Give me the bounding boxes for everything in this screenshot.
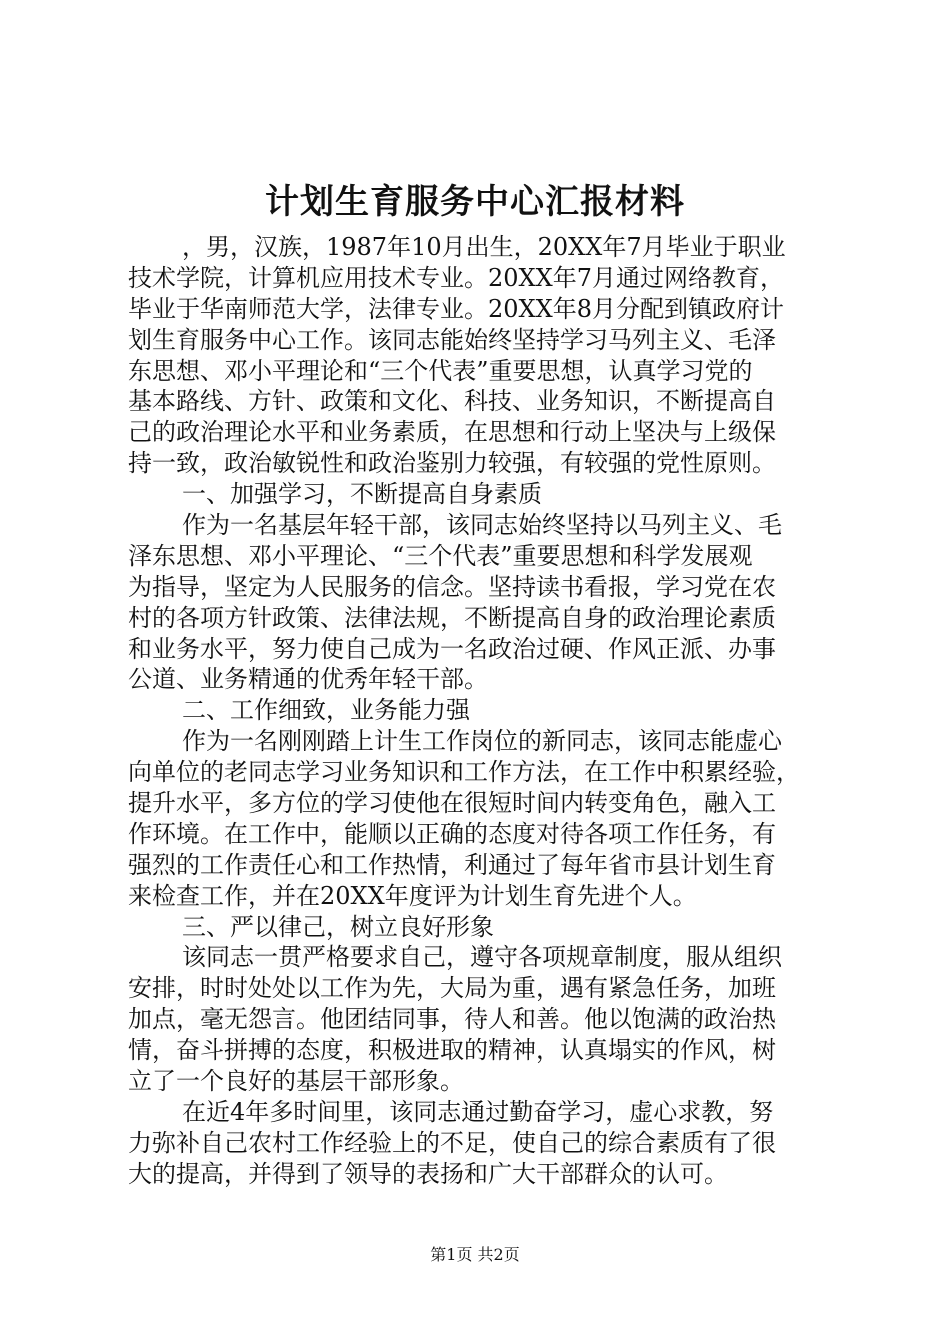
body-line: 基本路线、方针、政策和文化、科技、业务知识，不断提高自: [128, 387, 776, 416]
body-line: 村的各项方针政策、法律法规，不断提高自身的政治理论素质: [128, 603, 776, 632]
body-line: 大的提高，并得到了领导的表扬和广大干部群众的认可。: [128, 1159, 728, 1188]
body-line: 毕业于华南师范大学，法律专业。20XX年8月分配到镇政府计: [128, 294, 784, 323]
body-line: 在近4年多时间里，该同志通过勤奋学习，虚心求教，努: [182, 1097, 774, 1126]
body-line: 东思想、邓小平理论和“三个代表”重要思想，认真学习党的: [128, 356, 753, 385]
body-line: 划生育服务中心工作。该同志能始终坚持学习马列主义、毛泽: [128, 325, 776, 354]
body-line: 加点，毫无怨言。他团结同事，待人和善。他以饱满的政治热: [128, 1005, 776, 1034]
body-line: 情，奋斗拼搏的态度，积极进取的精神，认真塌实的作风，树: [128, 1036, 776, 1065]
body-line: 为指导，坚定为人民服务的信念。坚持读书看报，学习党在农: [128, 572, 776, 601]
body-line: 持一致，政治敏锐性和政治鉴别力较强，有较强的党性原则。: [128, 449, 776, 478]
body-line: 强烈的工作责任心和工作热情，利通过了每年省市县计划生育: [128, 850, 776, 879]
section-heading: 二、工作细致，业务能力强: [182, 696, 470, 725]
body-line: 公道、业务精通的优秀年轻干部。: [128, 665, 488, 694]
body-line: 该同志一贯严格要求自己，遵守各项规章制度，服从组织: [182, 943, 782, 972]
body-line: 作为一名刚刚踏上计生工作岗位的新同志，该同志能虚心: [182, 727, 782, 756]
body-line: 安排，时时处处以工作为先，大局为重，遇有紧急任务，加班: [128, 974, 776, 1003]
body-line: 提升水平，多方位的学习使他在很短时间内转变角色，融入工: [128, 789, 776, 818]
body-line: 技术学院，计算机应用技术专业。20XX年7月通过网络教育，: [128, 263, 784, 292]
page-number-footer: 第1页 共2页: [430, 1245, 520, 1264]
body-line: 来检查工作，并在20XX年度评为计划生育先进个人。: [128, 881, 697, 910]
body-line: 泽东思想、邓小平理论、“三个代表”重要思想和科学发展观: [128, 541, 753, 570]
body-line: 己的政治理论水平和业务素质，在思想和行动上坚决与上级保: [128, 418, 776, 447]
document-title: 计划生育服务中心汇报材料: [265, 182, 685, 222]
section-heading: 一、加强学习，不断提高自身素质: [182, 480, 542, 509]
body-line: 作为一名基层年轻干部，该同志始终坚持以马列主义、毛: [182, 511, 782, 540]
body-line: 向单位的老同志学习业务知识和工作方法，在工作中积累经验，: [128, 758, 800, 787]
body-line: 和业务水平，努力使自己成为一名政治过硬、作风正派、办事: [128, 634, 776, 663]
body-line: ，男，汉族，1987年10月出生，20XX年7月毕业于职业: [182, 233, 786, 261]
body-line: 力弥补自己农村工作经验上的不足，使自己的综合素质有了很: [128, 1128, 776, 1157]
body-line: 立了一个良好的基层干部形象。: [128, 1067, 464, 1096]
body-line: 作环境。在工作中，能顺以正确的态度对待各项工作任务，有: [128, 819, 776, 848]
section-heading: 三、严以律己，树立良好形象: [182, 912, 494, 941]
document-body: [128, 232, 838, 1190]
